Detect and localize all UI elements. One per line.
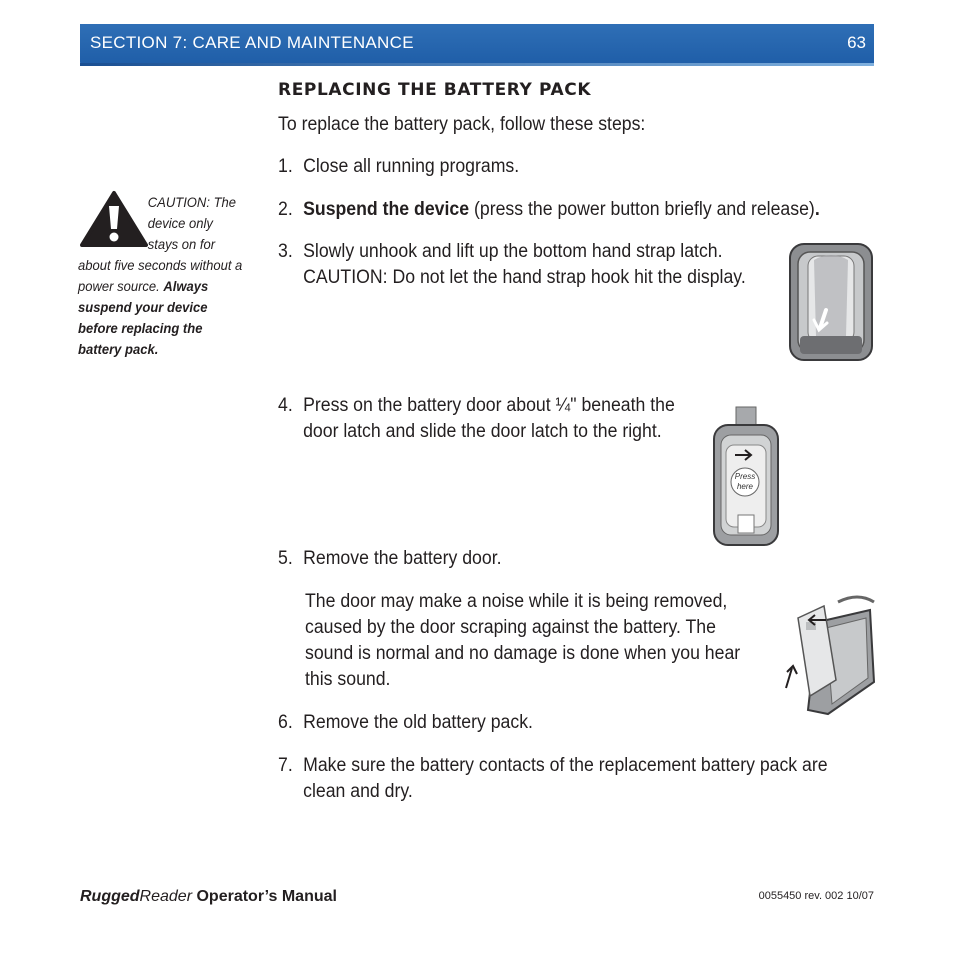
page-number: 63: [847, 33, 866, 52]
intro-text: To replace the battery pack, follow these steps:: [278, 114, 646, 135]
step-3: [278, 239, 746, 291]
brand-reader: Reader: [139, 888, 193, 905]
step-text: Press on the battery door about ¼" beneath the: [303, 395, 675, 416]
step-number: 2.: [278, 199, 293, 220]
step-1: [278, 154, 519, 180]
caution-line: device only: [147, 215, 213, 231]
note-line: this sound.: [305, 669, 391, 690]
step-6: [278, 710, 533, 736]
press-label: Press: [734, 472, 756, 481]
footer-brand: [80, 888, 337, 906]
step-number: 4.: [278, 395, 293, 416]
section-title: SECTION 7: CARE AND MAINTENANCE: [90, 33, 414, 52]
step-number: 3.: [278, 241, 293, 262]
step-number: 6.: [278, 712, 293, 733]
step-number: 5.: [278, 548, 293, 569]
step-text: door latch and slide the door latch to the right.: [303, 421, 662, 442]
step-text: Close all running programs.: [303, 156, 520, 177]
manual-label: Operator’s Manual: [192, 888, 337, 905]
step-text: Make sure the battery contacts of the replacement battery pack are: [303, 755, 828, 776]
step-text: CAUTION: Do not let the hand strap hook hit the display.: [303, 267, 746, 288]
caution-bold: Always suspend your device before replacing the battery pack.: [78, 278, 209, 357]
step-number: 1.: [278, 156, 293, 177]
battery-door-figure: [712, 405, 782, 547]
step-5-note: [305, 589, 740, 693]
hand-strap-figure: [786, 240, 876, 364]
caution-line: power source.: [78, 278, 160, 294]
step-text: Remove the battery door.: [303, 548, 502, 569]
step-number: 7.: [278, 755, 293, 776]
caution-line: CAUTION: The: [147, 194, 237, 210]
note-line: caused by the door scraping against the battery. The: [305, 617, 716, 638]
step-4: [278, 393, 675, 445]
arrow-up-icon: [786, 666, 797, 688]
step-bold: Suspend the device: [303, 199, 470, 220]
document-revision: 0055450 rev. 002 10/07: [758, 890, 874, 902]
remove-door-figure: [778, 592, 876, 718]
here-label: here: [736, 482, 754, 491]
step-text: (press the power button briefly and release): [469, 199, 815, 220]
step-text: Remove the old battery pack.: [303, 712, 533, 733]
step-5: [278, 546, 502, 572]
step-text: clean and dry.: [303, 781, 413, 802]
step-text: Slowly unhook and lift up the bottom hand strap latch.: [303, 241, 723, 262]
step-end: .: [814, 199, 820, 220]
brand-rugged: Rugged: [80, 888, 140, 905]
caution-note: [78, 192, 247, 360]
caution-line: stays on for: [147, 236, 216, 252]
caution-line: about five seconds without a: [78, 257, 243, 273]
note-line: The door may make a noise while it is being removed,: [305, 591, 728, 612]
step-2: [278, 197, 820, 223]
note-line: sound is normal and no damage is done when you hear: [305, 643, 741, 664]
section-header: [80, 24, 874, 64]
page-title: REPLACING THE BATTERY PACK: [278, 80, 592, 100]
step-7: [278, 753, 828, 805]
